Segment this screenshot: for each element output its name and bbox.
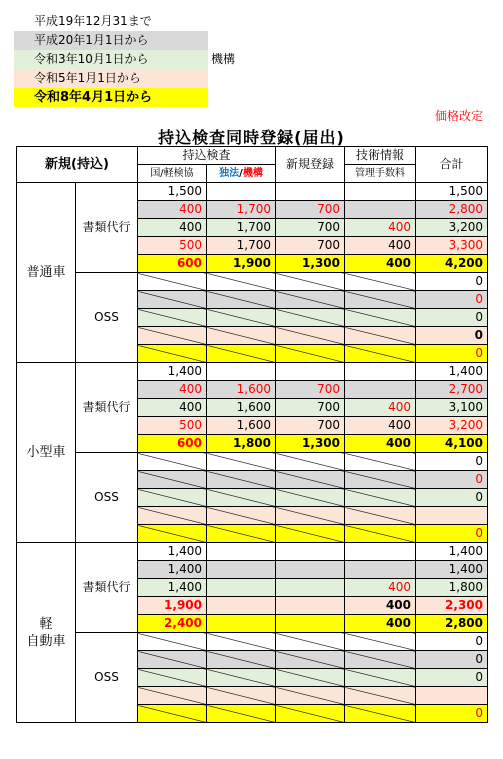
total-cell: 0 [416, 705, 488, 723]
not-applicable-cell [345, 273, 416, 291]
not-applicable-cell [207, 453, 276, 471]
fee-cell: 1,300 [276, 255, 345, 273]
fee-cell: 1,700 [207, 201, 276, 219]
not-applicable-cell [138, 327, 207, 345]
header-corner: 新規(持込) [17, 147, 138, 183]
total-cell: 0 [416, 327, 488, 345]
not-applicable-cell [207, 687, 276, 705]
not-applicable-cell [207, 705, 276, 723]
header-shinki: 新規登録 [276, 147, 345, 183]
fee-cell: 2,800 [416, 615, 488, 633]
not-applicable-cell [276, 633, 345, 651]
not-applicable-cell [276, 471, 345, 489]
table-row [17, 453, 488, 471]
not-applicable-cell [345, 471, 416, 489]
legend-item: 平成19年12月31まで [14, 12, 208, 31]
total-cell: 0 [416, 453, 488, 471]
fee-cell: 1,300 [276, 435, 345, 453]
not-applicable-cell [276, 687, 345, 705]
not-applicable-cell [207, 471, 276, 489]
total-cell: 0 [416, 489, 488, 507]
fee-cell: 4,200 [416, 255, 488, 273]
fee-cell: 400 [138, 381, 207, 399]
fee-cell [207, 597, 276, 615]
not-applicable-cell [276, 705, 345, 723]
fee-cell: 1,600 [207, 381, 276, 399]
fee-cell: 600 [138, 435, 207, 453]
group-shorui-daiko: 書類代行 [76, 183, 138, 273]
not-applicable-cell [207, 669, 276, 687]
dokuho-label: 独法 [219, 168, 240, 179]
not-applicable-cell [138, 309, 207, 327]
not-applicable-cell [345, 669, 416, 687]
fee-cell: 3,200 [416, 219, 488, 237]
not-applicable-cell [276, 453, 345, 471]
fee-cell [345, 201, 416, 219]
price-revision-note: 価格改定 [434, 109, 483, 123]
total-cell: 0 [416, 633, 488, 651]
page-title: 持込検査同時登録(届出) [158, 128, 345, 147]
not-applicable-cell [207, 309, 276, 327]
header-gijutsu-sub: 管理手数料 [345, 165, 416, 183]
fee-cell: 700 [276, 201, 345, 219]
not-applicable-cell [276, 507, 345, 525]
total-cell: 0 [416, 345, 488, 363]
vehicle-category: 小型車 [17, 363, 76, 543]
legend-item: 令和3年10月1日から [14, 50, 208, 69]
fee-cell: 400 [138, 399, 207, 417]
not-applicable-cell [276, 669, 345, 687]
fee-cell [345, 381, 416, 399]
fee-cell: 1,400 [138, 561, 207, 579]
fee-cell: 3,300 [416, 237, 488, 255]
fee-cell: 400 [138, 219, 207, 237]
vehicle-category: 軽 自動車 [17, 543, 76, 723]
not-applicable-cell [345, 489, 416, 507]
not-applicable-cell [345, 705, 416, 723]
fee-cell [207, 183, 276, 201]
not-applicable-cell [345, 687, 416, 705]
table-row [17, 633, 488, 651]
not-applicable-cell [138, 273, 207, 291]
not-applicable-cell [138, 471, 207, 489]
fee-cell: 1,400 [138, 363, 207, 381]
fee-cell [276, 363, 345, 381]
fee-cell: 4,100 [416, 435, 488, 453]
fee-cell: 700 [276, 237, 345, 255]
fee-cell: 1,800 [416, 579, 488, 597]
not-applicable-cell [345, 453, 416, 471]
table-row [17, 543, 488, 561]
not-applicable-cell [345, 291, 416, 309]
table-row [17, 273, 488, 291]
fee-cell: 700 [276, 417, 345, 435]
not-applicable-cell [138, 489, 207, 507]
period-legend [14, 12, 208, 107]
fee-cell: 500 [138, 237, 207, 255]
fee-cell: 400 [345, 597, 416, 615]
fee-cell [207, 561, 276, 579]
header-gokei: 合計 [416, 147, 488, 183]
not-applicable-cell [276, 291, 345, 309]
header-dokuho-kiko [207, 165, 276, 183]
fee-cell: 1,600 [207, 399, 276, 417]
group-oss: OSS [76, 273, 138, 363]
fee-cell: 1,600 [207, 417, 276, 435]
total-cell: 0 [416, 525, 488, 543]
fee-cell [276, 615, 345, 633]
fee-cell [276, 543, 345, 561]
fee-cell: 1,800 [207, 435, 276, 453]
vehicle-category: 普通車 [17, 183, 76, 363]
not-applicable-cell [138, 651, 207, 669]
fee-cell [345, 543, 416, 561]
not-applicable-cell [138, 687, 207, 705]
fee-cell [345, 363, 416, 381]
header-mochikomi: 持込検査 [138, 147, 276, 165]
fee-cell: 700 [276, 219, 345, 237]
header-row [17, 147, 488, 165]
table-row [17, 183, 488, 201]
not-applicable-cell [345, 525, 416, 543]
not-applicable-cell [276, 309, 345, 327]
total-cell [416, 687, 488, 705]
legend-item: 平成20年1月1日から [14, 31, 208, 50]
group-oss: OSS [76, 633, 138, 723]
fee-cell: 400 [345, 417, 416, 435]
not-applicable-cell [207, 651, 276, 669]
legend-item: 令和5年1月1日から [14, 69, 208, 88]
fee-cell: 1,700 [207, 237, 276, 255]
fee-cell: 2,700 [416, 381, 488, 399]
total-cell: 0 [416, 291, 488, 309]
total-cell: 0 [416, 309, 488, 327]
fee-cell [207, 579, 276, 597]
total-cell: 0 [416, 471, 488, 489]
fee-cell [276, 579, 345, 597]
not-applicable-cell [138, 291, 207, 309]
fee-cell: 1,500 [416, 183, 488, 201]
fee-cell: 3,200 [416, 417, 488, 435]
fee-cell: 1,400 [138, 543, 207, 561]
not-applicable-cell [345, 345, 416, 363]
group-shorui-daiko: 書類代行 [76, 543, 138, 633]
not-applicable-cell [207, 489, 276, 507]
fee-cell: 500 [138, 417, 207, 435]
not-applicable-cell [207, 525, 276, 543]
not-applicable-cell [138, 525, 207, 543]
fee-cell: 1,700 [207, 219, 276, 237]
not-applicable-cell [276, 489, 345, 507]
fee-cell [276, 183, 345, 201]
not-applicable-cell [345, 507, 416, 525]
not-applicable-cell [276, 273, 345, 291]
fee-cell: 400 [138, 201, 207, 219]
fee-cell [276, 597, 345, 615]
fee-cell: 1,400 [416, 543, 488, 561]
not-applicable-cell [345, 633, 416, 651]
total-cell: 0 [416, 273, 488, 291]
fee-cell [276, 561, 345, 579]
fee-cell: 1,400 [416, 561, 488, 579]
total-cell: 0 [416, 669, 488, 687]
fee-cell [207, 615, 276, 633]
not-applicable-cell [207, 507, 276, 525]
table-row [17, 363, 488, 381]
not-applicable-cell [138, 705, 207, 723]
not-applicable-cell [207, 327, 276, 345]
fee-table [16, 146, 488, 723]
fee-cell: 2,400 [138, 615, 207, 633]
fee-table-body [17, 147, 488, 723]
not-applicable-cell [207, 273, 276, 291]
fee-cell: 1,900 [138, 597, 207, 615]
not-applicable-cell [276, 345, 345, 363]
not-applicable-cell [138, 453, 207, 471]
legend-item-current: 令和8年4月1日から [14, 88, 208, 107]
fee-cell: 700 [276, 399, 345, 417]
fee-cell [345, 561, 416, 579]
group-shorui-daiko: 書類代行 [76, 363, 138, 453]
fee-cell: 400 [345, 615, 416, 633]
not-applicable-cell [138, 633, 207, 651]
fee-cell: 400 [345, 219, 416, 237]
kiko-note: 機構 [211, 52, 236, 66]
fee-cell: 1,400 [416, 363, 488, 381]
not-applicable-cell [138, 669, 207, 687]
not-applicable-cell [138, 507, 207, 525]
not-applicable-cell [345, 651, 416, 669]
header-gijutsu: 技術情報 [345, 147, 416, 165]
fee-cell: 1,900 [207, 255, 276, 273]
fee-cell: 2,300 [416, 597, 488, 615]
not-applicable-cell [138, 345, 207, 363]
fee-cell: 400 [345, 579, 416, 597]
kiko-label: 機構 [242, 168, 263, 179]
fee-cell: 2,800 [416, 201, 488, 219]
fee-cell [345, 183, 416, 201]
fee-cell: 1,400 [138, 579, 207, 597]
total-cell: 0 [416, 651, 488, 669]
not-applicable-cell [276, 651, 345, 669]
total-cell [416, 507, 488, 525]
fee-cell: 1,500 [138, 183, 207, 201]
fee-cell: 600 [138, 255, 207, 273]
not-applicable-cell [276, 327, 345, 345]
not-applicable-cell [207, 291, 276, 309]
fee-cell: 700 [276, 381, 345, 399]
fee-cell [207, 363, 276, 381]
not-applicable-cell [345, 309, 416, 327]
fee-cell [207, 543, 276, 561]
fee-cell: 400 [345, 435, 416, 453]
not-applicable-cell [345, 327, 416, 345]
fee-cell: 400 [345, 399, 416, 417]
fee-cell: 3,100 [416, 399, 488, 417]
not-applicable-cell [207, 345, 276, 363]
slash-label: / [239, 168, 243, 179]
header-kokkei: 国/軽検協 [138, 165, 207, 183]
not-applicable-cell [207, 633, 276, 651]
not-applicable-cell [276, 525, 345, 543]
fee-cell: 400 [345, 255, 416, 273]
group-oss: OSS [76, 453, 138, 543]
fee-cell: 400 [345, 237, 416, 255]
